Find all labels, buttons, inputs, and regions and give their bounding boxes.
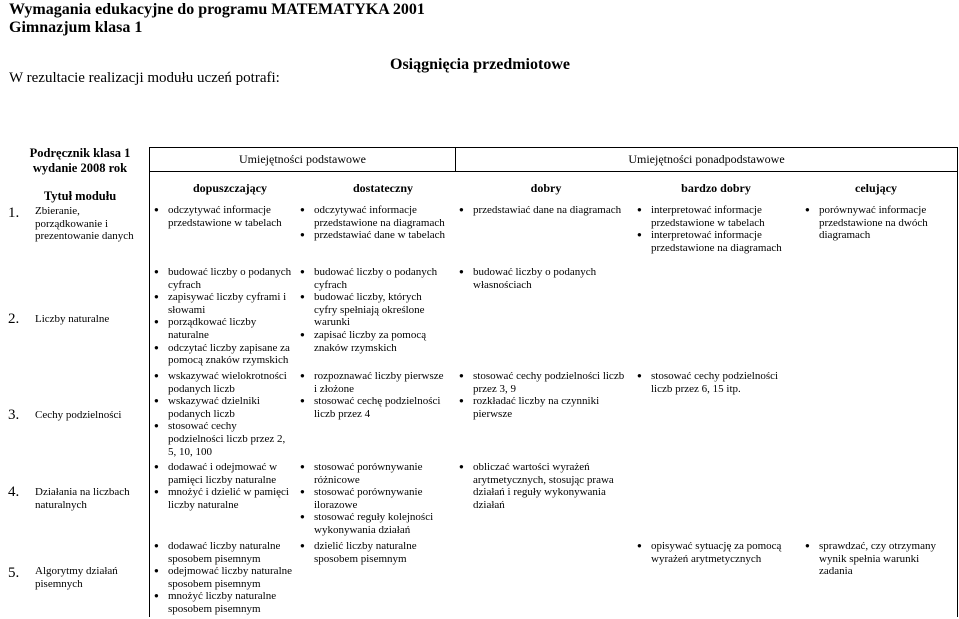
cell-m5-dopuszczajacy <box>153 540 298 616</box>
list-item: ● odczytać liczby zapisane za pomocą znaków rzymskich <box>153 342 293 367</box>
module-title: Działania na liczbach naturalnych <box>35 486 130 511</box>
list-item: ● budować liczby o podanych własnościach <box>458 266 613 291</box>
intro-text: W rezultacie realizacji modułu uczeń potrafi: <box>9 70 280 86</box>
list-item: ● dodawać i odejmować w pamięci liczby naturalne <box>153 461 293 486</box>
textbook-line-2: wydanie 2008 rok <box>32 161 128 175</box>
list-item: ● dodawać liczby naturalne sposobem pisemnym <box>153 540 298 565</box>
module-number: 2. <box>8 311 20 327</box>
textbook-label <box>20 146 140 176</box>
list-item: ● porządkować liczby naturalne <box>153 316 293 341</box>
achievements-heading: Osiągnięcia przedmiotowe <box>390 56 570 73</box>
list-item: ● przedstawiać dane na diagramach <box>458 204 638 217</box>
cell-m1-dopuszczajacy <box>153 204 298 229</box>
header-divider <box>149 171 958 172</box>
list-item: ● stosować porównywanie różnicowe <box>299 461 447 486</box>
module-number: 4. <box>8 484 20 500</box>
basic-skills-heading: Umiejętności podstawowe <box>239 152 366 166</box>
cell-m1-bardzo-dobry <box>636 204 786 254</box>
module-title: Liczby naturalne <box>35 313 110 325</box>
cell-m3-bardzo-dobry <box>636 370 794 395</box>
cell-m1-dobry <box>458 204 638 217</box>
level-dobry: dobry <box>530 181 562 195</box>
list-item: ● budować liczby o podanych cyfrach <box>153 266 293 291</box>
list-item: ● dzielić liczby naturalne sposobem pisemnym <box>299 540 447 565</box>
cell-m2-dostateczny <box>299 266 447 354</box>
list-item: ● odczytywać informacje przedstawione w tabelach <box>153 204 298 229</box>
list-item: ● wskazywać wielokrotności podanych liczb <box>153 370 293 395</box>
list-item: ● porównywać informacje przedstawione na dwóch diagramach <box>804 204 949 242</box>
list-item: ● opisywać sytuację za pomocą wyrażeń arytmetycznych <box>636 540 794 565</box>
list-item: ● budować liczby o podanych cyfrach <box>299 266 447 291</box>
list-item: ● interpretować informacje przedstawione na diagramach <box>636 229 786 254</box>
column-divider-left <box>149 147 150 617</box>
table-top-border <box>149 147 958 148</box>
title-line-2: Gimnazjum klasa 1 <box>9 19 143 36</box>
list-item: ● budować liczby, których cyfry spełniają określone warunki <box>299 291 447 329</box>
module-number: 5. <box>8 565 20 581</box>
module-title: Cechy podzielności <box>35 409 122 421</box>
cell-m1-celujacy <box>804 204 949 242</box>
textbook-line-1: Podręcznik klasa 1 <box>29 146 131 160</box>
list-item: ● interpretować informacje przedstawione w tabelach <box>636 204 786 229</box>
cell-m5-dostateczny <box>299 540 447 565</box>
table-right-border <box>957 147 958 617</box>
cell-m4-dobry <box>458 461 628 511</box>
cell-m5-celujacy <box>804 540 949 578</box>
list-item: ● mnożyć liczby naturalne sposobem pisemnym <box>153 590 298 615</box>
list-item: ● rozpoznawać liczby pierwsze i złożone <box>299 370 447 395</box>
list-item: ● stosować reguły kolejności wykonywania działań <box>299 511 447 536</box>
module-number: 3. <box>8 407 20 423</box>
list-item: ● sprawdzać, czy otrzymany wynik spełnia warunki zadania <box>804 540 949 578</box>
cell-m5-bardzo-dobry <box>636 540 794 565</box>
module-title: Zbieranie, porządkowanie i prezentowanie danych <box>35 205 134 243</box>
cell-m4-dopuszczajacy <box>153 461 293 511</box>
list-item: ● stosować porównywanie ilorazowe <box>299 486 447 511</box>
list-item: ● zapisać liczby za pomocą znaków rzymskich <box>299 329 447 354</box>
level-dopuszczajacy: dopuszczający <box>193 181 267 195</box>
cell-m1-dostateczny <box>299 204 449 242</box>
list-item: ● stosować cechę podzielności liczb przez 4 <box>299 395 447 420</box>
title-line-1: Wymagania edukacyjne do programu MATEMATYKA 2001 <box>9 1 425 18</box>
advanced-skills-heading: Umiejętności ponadpodstawowe <box>628 152 785 166</box>
cell-m3-dostateczny <box>299 370 447 420</box>
list-item: ● odczytywać informacje przedstawione na diagramach <box>299 204 449 229</box>
module-title-heading: Tytuł modułu <box>43 189 117 203</box>
list-item: ● odejmować liczby naturalne sposobem pisemnym <box>153 565 298 590</box>
list-item: ● rozkładać liczby na czynniki pierwsze <box>458 395 638 420</box>
cell-m3-dopuszczajacy <box>153 370 293 458</box>
cell-m2-dobry <box>458 266 613 291</box>
module-number: 1. <box>8 205 20 221</box>
cell-m3-dobry <box>458 370 638 420</box>
list-item: ● mnożyć i dzielić w pamięci liczby naturalne <box>153 486 293 511</box>
module-title: Algorytmy działań pisemnych <box>35 565 118 590</box>
list-item: ● stosować cechy podzielności liczb przez 3, 9 <box>458 370 638 395</box>
list-item: ● stosować cechy podzielności liczb przez 6, 15 itp. <box>636 370 794 395</box>
list-item: ● zapisywać liczby cyframi i słowami <box>153 291 293 316</box>
cell-m2-dopuszczajacy <box>153 266 293 367</box>
level-celujacy: celujący <box>855 181 897 195</box>
level-bardzo-dobry: bardzo dobry <box>681 181 751 195</box>
list-item: ● wskazywać dzielniki podanych liczb <box>153 395 293 420</box>
cell-m4-dostateczny <box>299 461 447 537</box>
list-item: ● przedstawiać dane w tabelach <box>299 229 449 242</box>
level-dostateczny: dostateczny <box>353 181 413 195</box>
list-item: ● stosować cechy podzielności liczb przez 2, 5, 10, 100 <box>153 420 293 458</box>
list-item: ● obliczać wartości wyrażeń arytmetycznych, stosując prawa działań i reguły wykonywania działań <box>458 461 628 511</box>
